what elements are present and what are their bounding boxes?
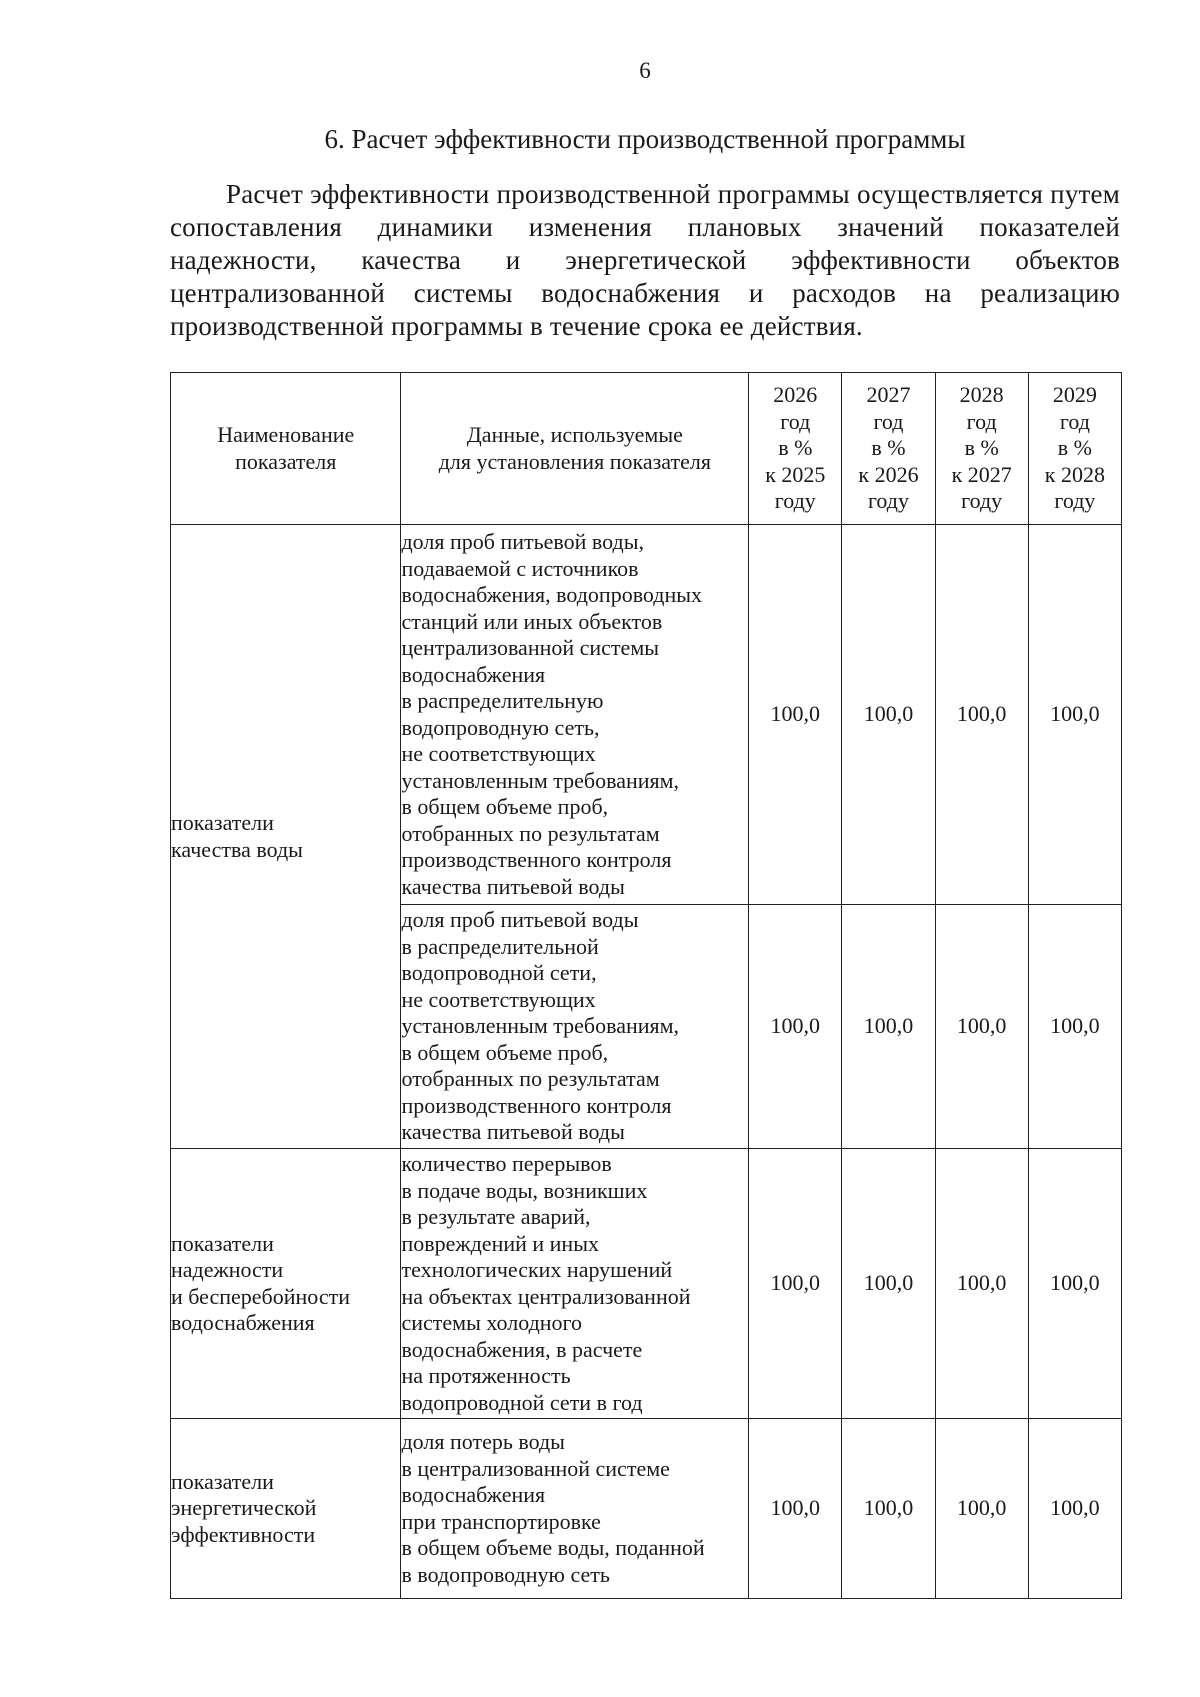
value-cell: 100,0 (842, 525, 935, 905)
value-cell: 100,0 (935, 905, 1028, 1149)
indicator-data-cell: доля проб питьевой воды в распределительной водопроводной сети, не соответствующих установленным требованиям, в общем объеме проб, отобранных по результатам производственного контроля качества питьевой воды (401, 905, 749, 1149)
table-row (171, 1419, 1122, 1599)
value-cell: 100,0 (842, 1419, 935, 1599)
header-year-2027: 2027 год в % к 2026 году (842, 373, 935, 525)
table-row (171, 525, 1122, 905)
header-indicator-data: Данные, используемые для установления показателя (401, 373, 749, 525)
value-cell: 100,0 (749, 525, 842, 905)
value-cell: 100,0 (1028, 525, 1121, 905)
value-cell: 100,0 (842, 905, 935, 1149)
header-year-2029: 2029 год в % к 2028 году (1028, 373, 1121, 525)
page-number: 6 (639, 58, 651, 83)
value-cell: 100,0 (1028, 905, 1121, 1149)
value-cell: 100,0 (935, 1149, 1028, 1419)
header-year-2028: 2028 год в % к 2027 году (935, 373, 1028, 525)
value-cell: 100,0 (1028, 1419, 1121, 1599)
production-program-table (170, 372, 1122, 1599)
value-cell: 100,0 (749, 1149, 842, 1419)
value-cell: 100,0 (749, 1419, 842, 1599)
indicator-name-cell: показатели энергетической эффективности (171, 1419, 401, 1599)
header-indicator-name: Наименование показателя (171, 373, 401, 525)
indicator-name-cell: показатели качества воды (171, 525, 401, 1149)
table-header-row (171, 373, 1122, 525)
indicator-data-cell: доля проб питьевой воды, подаваемой с источников водоснабжения, водопроводных станций или иных объектов централизованной системы водоснабжения в распределительную водопроводную сеть, не соответствующих установленным требованиям, в общем объеме проб, отобранных по результатам производственного контроля качества питьевой воды (401, 525, 749, 905)
indicator-data-cell: количество перерывов в подаче воды, возникших в результате аварий, повреждений и иных технологических нарушений на объектах централизованной системы холодного водоснабжения, в расчете на протяженность водопроводной сети в год (401, 1149, 749, 1419)
value-cell: 100,0 (935, 1419, 1028, 1599)
intro-paragraph: Расчет эффективности производственной программы осуществляется путем сопоставления динамики изменения плановых значений показателей надежности, качества и энергетической эффективности объектов централизованной системы водоснабжения и расходов на реализацию производственной программы в течение срока ее действия. (170, 179, 1120, 341)
value-cell: 100,0 (1028, 1149, 1121, 1419)
section-title: 6. Расчет эффективности производственной программы (324, 124, 966, 154)
value-cell: 100,0 (842, 1149, 935, 1419)
header-year-2026: 2026 год в % к 2025 году (749, 373, 842, 525)
indicator-data-cell: доля потерь воды в централизованной системе водоснабжения при транспортировке в общем объеме воды, поданной в водопроводную сеть (401, 1419, 749, 1599)
value-cell: 100,0 (749, 905, 842, 1149)
value-cell: 100,0 (935, 525, 1028, 905)
indicator-name-cell: показатели надежности и бесперебойности водоснабжения (171, 1149, 401, 1419)
table-row (171, 1149, 1122, 1419)
